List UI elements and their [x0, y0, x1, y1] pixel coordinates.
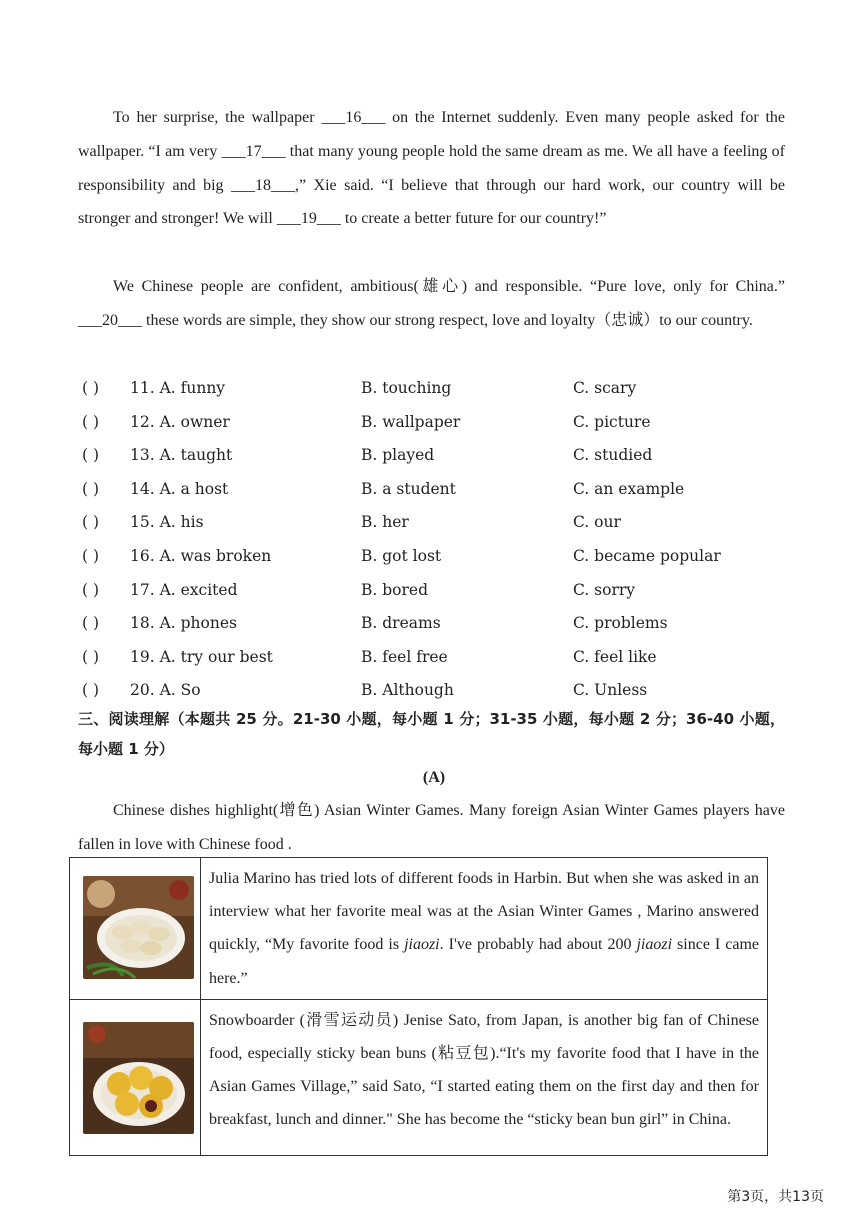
- table-cell-text: Snowboarder (滑雪运动员) Jenise Sato, from Japan, is another big fan of Chinese food, especially sticky bean buns (粘豆包).“It's my favorite food that I have in the Asian Games Village,” said Sato, “I started eating them on the first day and then for breakfast, lunch and dinner." She has become the “sticky bean bun girl” in China.: [201, 999, 768, 1155]
- passage-label-a: (A): [422, 769, 446, 786]
- passage-paragraph-2: We Chinese people are confident, ambitious(雄心) and responsible. “Pure love, only for China.” ___20___ these words are simple, they show our strong respect, love and loyalty（忠诚）to our country.: [78, 278, 785, 329]
- option-row-18: ( ) 18. A. phones B. dreams C. problems: [78, 607, 785, 641]
- answer-blank[interactable]: ( ): [82, 614, 100, 633]
- option-row-11: ( ) 11. A. funny B. touching C. scary: [78, 372, 785, 406]
- sticky-bean-buns-image: [83, 1022, 194, 1134]
- dumplings-image: [83, 876, 194, 979]
- option-row-17: ( ) 17. A. excited B. bored C. sorry: [78, 574, 785, 608]
- option-row-19: ( ) 19. A. try our best B. feel free C. feel like: [78, 641, 785, 675]
- table-cell-image: [70, 858, 201, 1000]
- answer-blank[interactable]: ( ): [82, 479, 100, 498]
- option-row-14: ( ) 14. A. a host B. a student C. an example: [78, 473, 785, 507]
- table-row: [70, 999, 768, 1155]
- option-row-20: ( ) 20. A. So B. Although C. Unless: [78, 674, 785, 708]
- options-list: [78, 372, 785, 708]
- table-cell-text: Julia Marino has tried lots of different foods in Harbin. But when she was asked in an interview what her favorite meal was at the Asian Winter Games , Marino answered quickly, “My favorite food is jiaozi. I've probably had about 200 jiaozi since I came here.”: [201, 858, 768, 1000]
- answer-blank[interactable]: ( ): [82, 647, 100, 666]
- section-heading: 三、阅读理解（本题共 25 分。21-30 小题，每小题 1 分；31-35 小题，每小题 2 分；36-40 小题，每小题 1 分）: [78, 710, 785, 758]
- answer-blank[interactable]: ( ): [82, 379, 100, 397]
- answer-blank[interactable]: ( ): [82, 580, 100, 599]
- answer-blank[interactable]: ( ): [82, 681, 100, 700]
- passage-a-intro: Chinese dishes highlight(增色) Asian Winter Games. Many foreign Asian Winter Games players have fallen in love with Chinese food .: [78, 802, 785, 853]
- table-cell-image: [70, 999, 201, 1155]
- passage-paragraph-1: To her surprise, the wallpaper ___16___ on the Internet suddenly. Even many people asked for the wallpaper. “I am very ___17___ that many young people hold the same dream as me. We all have a feeling of responsibility and big ___18___,” Xie said. “I believe that through our hard work, our country will be stronger and stronger! We will ___19___ to create a better future for our country!”: [78, 109, 785, 228]
- option-row-13: ( ) 13. A. taught B. played C. studied: [78, 439, 785, 473]
- page-number: 第3页，共13页: [727, 1189, 824, 1205]
- answer-blank[interactable]: ( ): [82, 446, 100, 465]
- option-row-16: ( ) 16. A. was broken B. got lost C. became popular: [78, 540, 785, 574]
- table-row: [70, 858, 768, 1000]
- answer-blank[interactable]: ( ): [82, 412, 100, 431]
- option-row-12: ( ) 12. A. owner B. wallpaper C. picture: [78, 406, 785, 440]
- food-table: [69, 857, 768, 1156]
- answer-blank[interactable]: ( ): [82, 513, 100, 532]
- answer-blank[interactable]: ( ): [82, 546, 100, 565]
- option-row-15: ( ) 15. A. his B. her C. our: [78, 506, 785, 540]
